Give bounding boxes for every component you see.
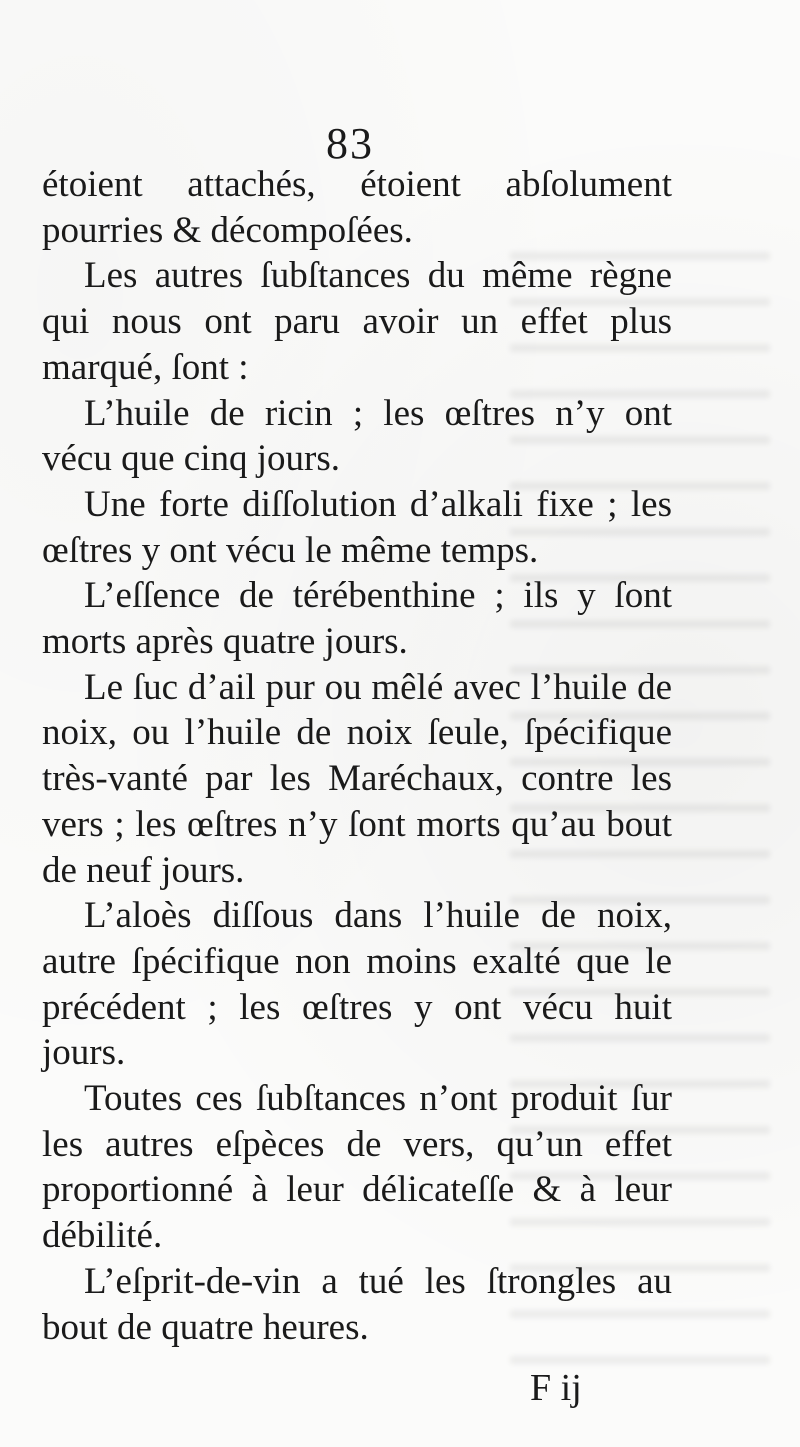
paragraph: L’eſprit-de-vin a tué les ſtrongles au bout de quatre heures. [42, 1260, 672, 1348]
paragraph: Le ſuc d’ail pur ou mêlé avec l’huile de noix, ou l’huile de noix ſeule, ſpécifique très-vanté par les Maréchaux, contre les vers ; les œſtres n’y ſont morts qu’au bout de neuf jours. [42, 666, 672, 891]
signature-mark: F ij [530, 1367, 582, 1409]
paragraph: L’eſſence de térébenthine ; ils y ſont morts après quatre jours. [42, 575, 672, 663]
paragraph: L’aloès diſſous dans l’huile de noix, autre ſpécifique non moins exalté que le précédent ; les œſtres y ont vécu huit jours. [42, 895, 672, 1074]
paragraph: L’huile de ricin ; les œſtres n’y ont vécu que cinq jours. [42, 392, 672, 480]
page-number: 83 [326, 119, 374, 168]
paragraph: Les autres ſubſtances du même règne qui nous ont paru avoir un effet plus marqué, ſont : [42, 255, 672, 388]
body-text [42, 162, 672, 1350]
paragraph: Toutes ces ſubſtances n’ont produit ſur les autres eſpèces de vers, qu’un effet proportionné à leur délicateſſe & à leur débilité. [42, 1078, 672, 1257]
paragraph-continued: étoient attachés, étoient abſolument pourries & décompoſées. [42, 164, 672, 251]
paragraph: Une forte diſſolution d’alkali fixe ; les œſtres y ont vécu le même temps. [42, 483, 672, 571]
